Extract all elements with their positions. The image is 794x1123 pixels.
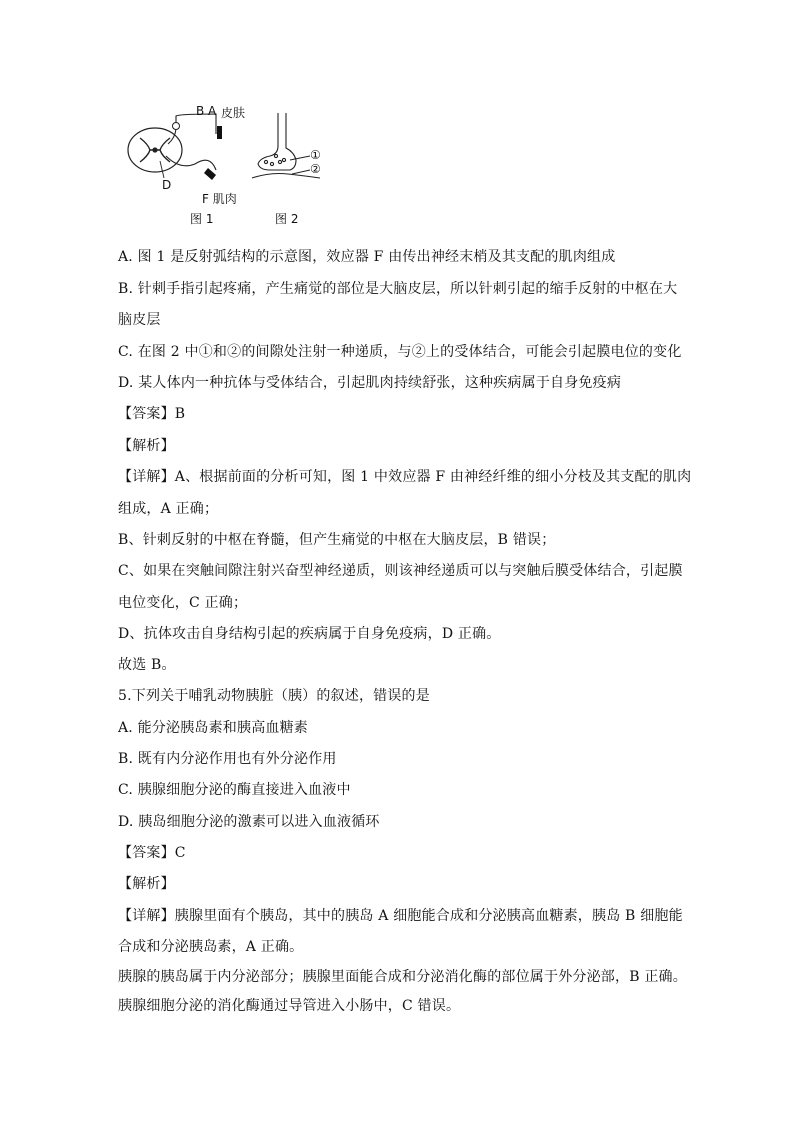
q4-explanation-line: B、针刺反射的中枢在脊髓，但产生痛觉的中枢在大脑皮层，B 错误； <box>118 532 556 548</box>
q4-option-a: A. 图 1 是反射弧结构的示意图，效应器 F 由传出神经末梢及其支配的肌肉组成 <box>118 249 616 265</box>
q4-answer: 【答案】B <box>118 406 186 422</box>
q4-conclusion: 故选 B。 <box>118 657 176 673</box>
spinal-cord-section <box>128 128 182 172</box>
marker-2: ② <box>310 162 321 176</box>
q4-option-c: C. 在图 2 中①和②的间隙处注射一种递质，与②上的受体结合，可能会引起膜电位的变化 <box>118 344 682 360</box>
q4-explanation-line: D、抗体攻击自身结构引起的疾病属于自身免疫病，D 正确。 <box>118 626 501 642</box>
q4-analysis-heading: 【解析】 <box>118 438 175 454</box>
q5-option-a: A. 能分泌胰岛素和胰高血糖素 <box>118 720 309 736</box>
q5-option-c: C. 胰腺细胞分泌的酶直接进入血液中 <box>118 782 351 798</box>
q4-option-b: B. 针刺手指引起疼痛，产生痛觉的部位是大脑皮层，所以针刺引起的缩手反射的中枢在大 <box>118 281 678 297</box>
q5-explanation-line: 胰腺的胰岛属于内分泌部分；胰腺里面能合成和分泌消化酶的部位属于外分泌部，B 正确。 <box>118 969 687 985</box>
biology-figure <box>120 98 340 233</box>
label-d: D <box>162 178 172 192</box>
q5-stem: 5.下列关于哺乳动物胰脏（胰）的叙述，错误的是 <box>118 688 430 704</box>
ganglion-icon <box>173 123 180 130</box>
q4-option-d: D. 某人体内一种抗体与受体结合，引起肌肉持续舒张，这种疾病属于自身免疫病 <box>118 375 622 391</box>
label-b-a: B A <box>196 104 217 118</box>
q5-explanation-line: 合成和分泌胰岛素，A 正确。 <box>118 939 304 955</box>
q5-option-b: B. 既有内分泌作用也有外分泌作用 <box>118 751 337 767</box>
caption-fig1: 图 1 <box>190 212 214 226</box>
q4-option-b-cont: 脑皮层 <box>118 312 161 328</box>
q5-explanation-line: 【详解】胰腺里面有个胰岛，其中的胰岛 A 细胞能合成和分泌胰高血糖素，胰岛 B 细胞能 <box>118 908 683 924</box>
q5-explanation-line: 胰腺细胞分泌的消化酶通过导管进入小肠中，C 错误。 <box>118 998 461 1014</box>
q4-explanation-line: 【详解】A、根据前面的分析可知，图 1 中效应器 F 由神经纤维的细小分枝及其支配的肌肉 <box>118 469 692 485</box>
label-f-muscle: F 肌肉 <box>202 192 237 206</box>
marker-1: ① <box>310 148 321 162</box>
label-skin: 皮肤 <box>221 106 246 120</box>
caption-fig2: 图 2 <box>275 212 299 226</box>
q5-analysis-heading: 【解析】 <box>118 876 175 892</box>
q4-explanation-line: 组成，A 正确； <box>118 501 219 517</box>
q5-answer: 【答案】C <box>118 845 186 861</box>
q5-option-d: D. 胰岛细胞分泌的激素可以进入血液循环 <box>118 814 380 830</box>
q4-explanation-line: C、如果在突触间隙注射兴奋型神经递质，则该神经递质可以与突触后膜受体结合，引起膜 <box>118 563 683 579</box>
q4-explanation-line: 电位变化，C 正确； <box>118 595 248 611</box>
